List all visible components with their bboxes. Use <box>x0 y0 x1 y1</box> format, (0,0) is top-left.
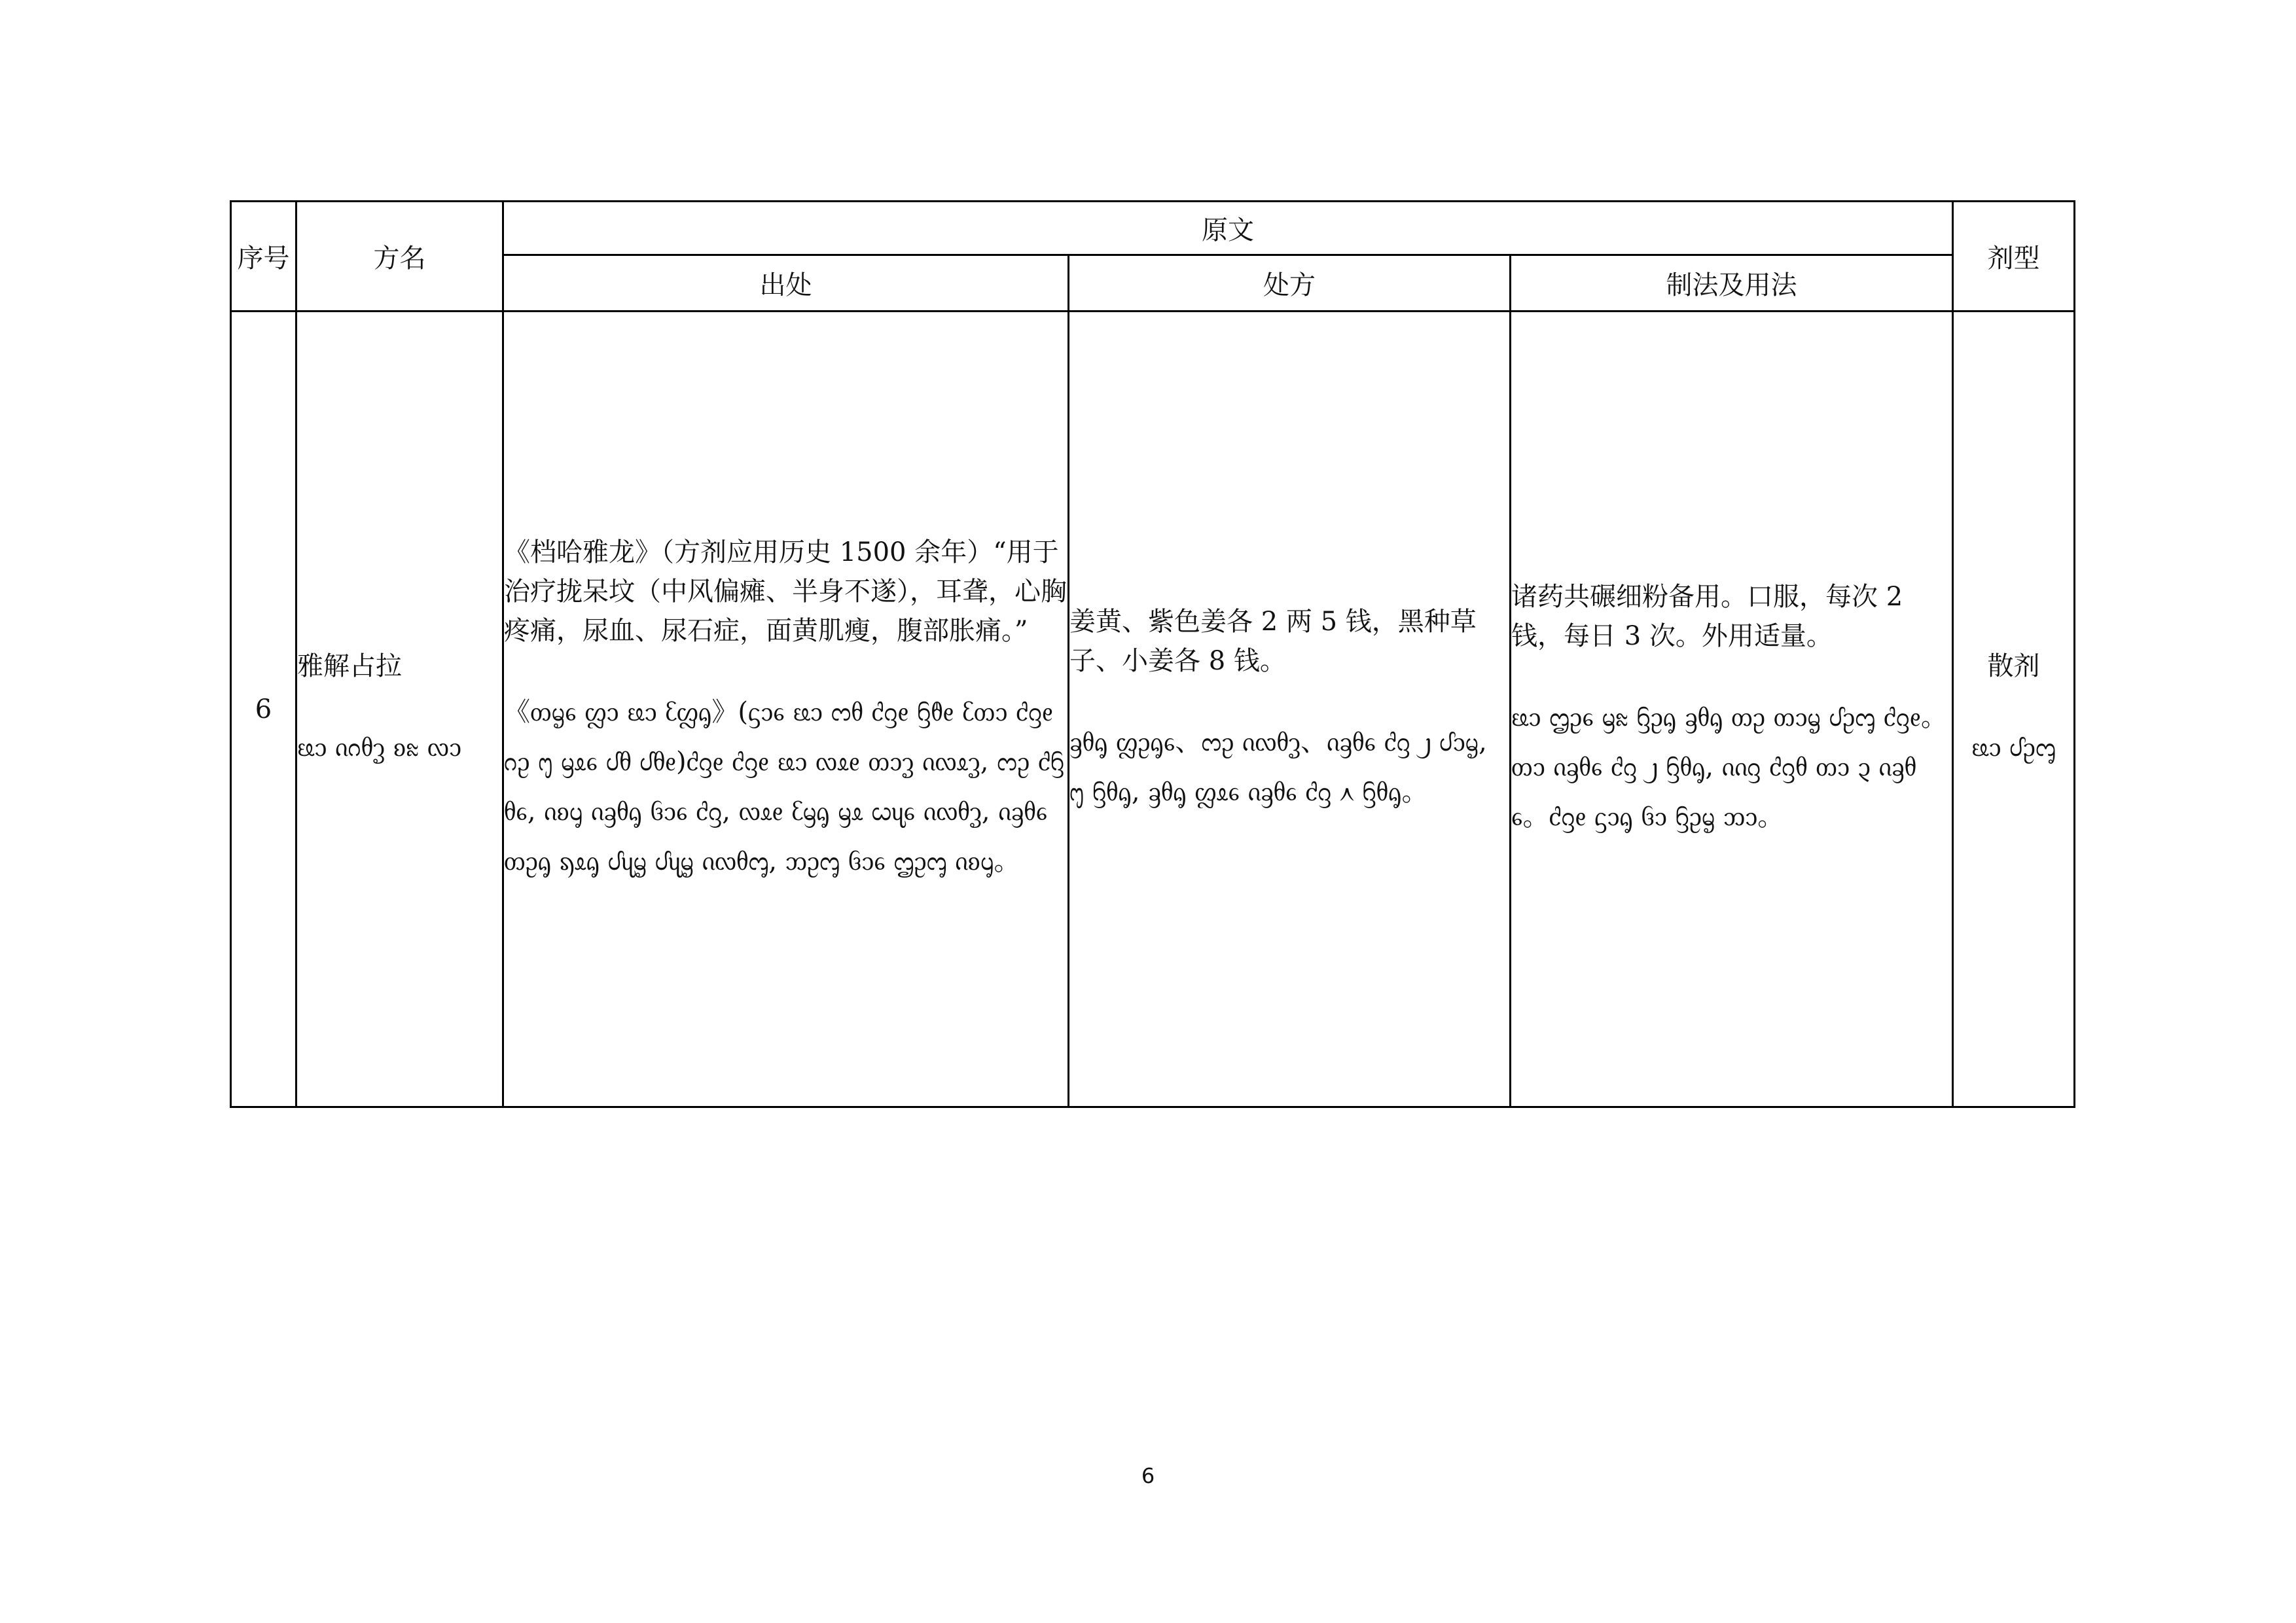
header-name: 方名 <box>296 202 503 312</box>
header-original-text: 原文 <box>503 202 1953 255</box>
table-row <box>231 312 2075 1107</box>
header-preparation: 制法及用法 <box>1511 255 1953 312</box>
row-index: 6 <box>255 694 272 724</box>
header-dosage-form: 剂型 <box>1953 202 2075 312</box>
formula-name-cell <box>296 312 503 1107</box>
header-prescription: 处方 <box>1069 255 1511 312</box>
preparation-text-chinese: 诸药共碾细粉备用。口服，每次 2 钱，每日 3 次。外用适量。 <box>1511 581 1903 651</box>
prescription-text-dai: ᦃᦲᧂ ᦜᦳᧂᧈ、ᦂᦳ ᦵᦟᦲᧆ、ᦵᦃᦲᧈ ᦺᦋ ᧒ ᦔᦱᧄ, ᧕ ᦌᦲᧂ, ᦃᦲᧂ ᦜᦸᧈ ᦵᦃᦲᧈ ᦺᦋ ᧘ ᦌᦲᧂ。 <box>1069 726 1487 807</box>
dosage-form-chinese: 散剂 <box>1987 651 2040 681</box>
source-text-chinese: 《档哈雅龙》（方剂应用历史 1500 余年）“用于治疗拢呆坟（中风偏瘫、半身不遂），耳聋，心胸疼痛，尿血、尿石症，面黄肌瘦，腹部胀痛。” <box>504 537 1067 646</box>
formula-table <box>230 200 2075 1108</box>
header-row-top <box>231 202 2075 255</box>
prescription-cell <box>1069 312 1511 1107</box>
preparation-text-dai: ᦕᦱ ᦗᦳᧈ ᦙᦰ ᦌᦳᧂ ᦃᦲᧂ ᦎᦳ ᦎᦱᧄ ᦔᦳᧅ ᦺᦋᧉ。ᦎᦱ ᦵᦃᦲᧈ ᦺᦋ ᧒ ᦌᦲᧂ, ᦶᦋ ᦺᦋᦲ ᦎᦱ ᧓ ᦵᦃᦲᧈ。ᦺᦋᧉ ᦓᦱᧂ ᦑᦱ ᦌᦳᧄ ᦘᦱ。 <box>1511 702 1947 832</box>
header-index: 序号 <box>231 202 296 312</box>
row-index-cell <box>231 312 296 1107</box>
header-row-sub <box>231 255 2075 312</box>
prescription-text-chinese: 姜黄、紫色姜各 2 两 5 钱，黑种草子、小姜各 8 钱。 <box>1069 606 1477 676</box>
formula-name-chinese: 雅解占拉 <box>297 651 402 681</box>
dosage-form-dai: ᦕᦱ ᦔᦳᧅ <box>1971 732 2056 762</box>
source-text-dai: 《ᦎᧄᧈ ᦜᦱ ᦕᦱ ᦷᦜᧂ》(ᦓᦱᧈ ᦕᦱ ᦂᦲ ᦺᦋᧉ ᦌᦹᧉ ᦷᦎᦱ ᦺᦋᧉ ᦅᦳ ᧕ ᦙᦸᧈ ᦔᦲ ᦔᦲᧉ)ᦺᦋᧉ ᦺᦋᧉ ᦕᦱ ᦟᦸᧉ ᦎᦱᧆ ᦵᦟᦸᧆ, ᦂᦳ ᦺᦌᦲᧈ, ᦵᦈᧇ ᦵᦃᦲᧂ ᦑᦱᧈ ᦺᦋ, ᦟᦸᧉ ᦷᦙᧂ ᦙᦸ ᦍᦴᧈ ᦵᦟᦲᧆ, ᦵᦃᦲᧈ ᦎᦳᧂ ᦣᦸᧂ ᦔᦴᧄ ᦔᦴᧄ ᦵᦟᦲᧅ, ᦘᦳᧅ ᦑᦱᧈ ᦗᦳᧅ ᦵᦈᧇ。 <box>504 696 1065 876</box>
preparation-cell <box>1511 312 1953 1107</box>
dosage-form-cell <box>1953 312 2075 1107</box>
formula-name-dai: ᦕᦱ ᦵᦅᦲᧆ ᦈᦰ ᦟᦱ <box>297 732 462 762</box>
source-cell <box>503 312 1069 1107</box>
header-source: 出处 <box>503 255 1069 312</box>
page-number: 6 <box>1141 1463 1155 1488</box>
